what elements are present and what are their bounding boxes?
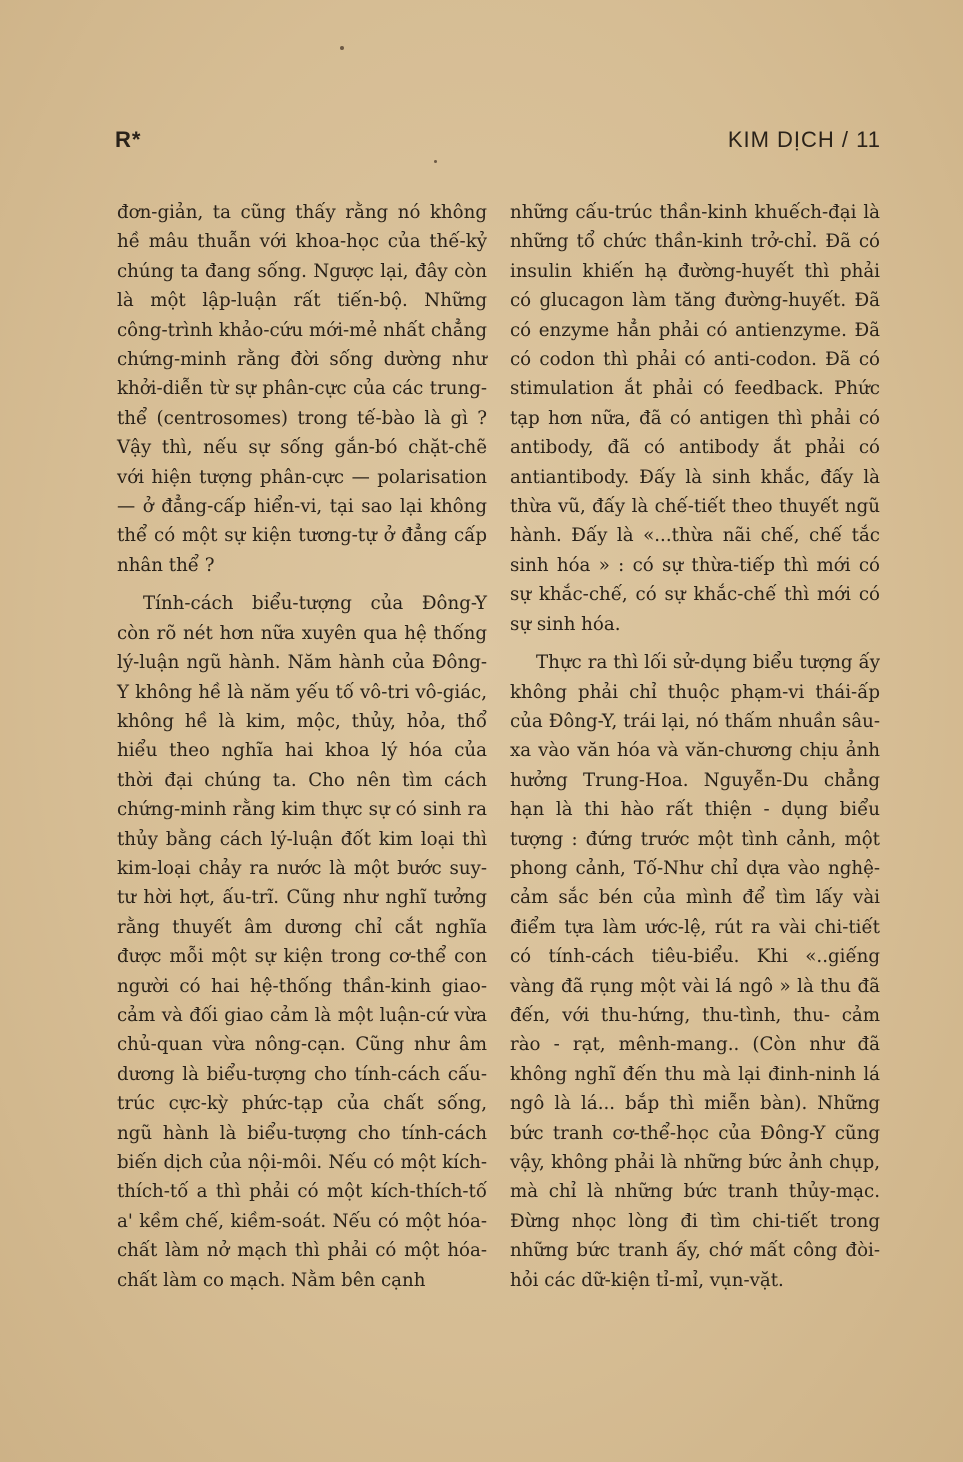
page-header bbox=[115, 123, 881, 157]
signature-mark: R* bbox=[115, 127, 142, 152]
ink-speck bbox=[434, 160, 437, 163]
paragraph: đơn-giản, ta cũng thấy rằng nó không hề mâu thuẫn với khoa-học của thế-kỷ chúng ta đang sống. Ngược lại, đây còn là một lập-luận rất tiến-bộ. Những công-trình khảo-cứu mới-mẻ nhất chẳng chứng-minh rằng đời sống dường như khởi-diễn từ sự phân-cực của các trung-thể (centrosomes) trong tế-bào là gì ? Vậy thì, nếu sự sống gắn-bó chặt-chẽ với hiện tượng phân-cực — polarisation — ở đẳng-cấp hiển-vi, tại sao lại không thể có một sự kiện tương-tự ở đẳng cấp nhân thể ? bbox=[117, 202, 487, 576]
left-column bbox=[117, 198, 487, 1295]
running-title: KIM DỊCH / 11 bbox=[727, 127, 881, 152]
ink-speck bbox=[340, 46, 344, 50]
paragraph: những cấu-trúc thần-kinh khuếch-đại là những tổ chức thần-kinh trở-chỉ. Đã có insulin khiến hạ đường-huyết thì phải có glucagon làm tăng đường-huyết. Đã có enzyme hẳn phải có antienzyme. Đã có codon thì phải có anti-codon. Đã có stimulation ắt phải có feedback. Phức tạp hơn nữa, đã có antigen thì phải có antibody, đã có antibody ắt phải có antiantibody. Đấy là sinh khắc, đấy là thừa vũ, đấy là chế-tiết theo thuyết ngũ hành. Đấy là «...thừa nãi chế, chế tắc sinh hóa » : có sự thừa-tiếp thì mới có sự khắc-chế, có sự khắc-chế thì mới có sự sinh hóa. bbox=[510, 202, 880, 635]
right-column bbox=[510, 198, 880, 1295]
paragraph: Tính-cách biểu-tượng của Đông-Y còn rõ nét hơn nữa xuyên qua hệ thống lý-luận ngũ hành. Năm hành của Đông-Y không hề là năm yếu tố vô-tri vô-giác, không hề là kim, mộc, thủy, hỏa, thổ hiểu theo nghĩa hai khoa lý hóa của thời đại chúng ta. Cho nên tìm cách chứng-minh rằng kim thực sự có sinh ra thủy bằng cách lý-luận đốt kim loại thì kim-loại chảy ra nước là một bước suy-tư hời hợt, ấu-trĩ. Cũng như nghĩ tưởng rằng thuyết âm dương chỉ cắt nghĩa được mỗi một sự kiện trong cơ-thể con người có hai hệ-thống thần-kinh giao-cảm và đối giao cảm là một luận-cứ vừa chủ-quan vừa nông-cạn. Cũng như âm dương là biểu-tượng cho tính-cách cấu-trúc cực-kỳ phức-tạp của chất sống, ngũ hành là biểu-tượng cho tính-cách biến dịch của nội-môi. Nếu có một kích-thích-tố a thì phải có một kích-thích-tố a' kềm chế, kiềm-soát. Nếu có một hóa-chất làm nở mạch thì phải có một hóa-chất làm co mạch. Nằm bên cạnh bbox=[117, 593, 487, 1291]
paragraph: Thực ra thì lối sử-dụng biểu tượng ấy không phải chỉ thuộc phạm-vi thái-ấp của Đông-Y, trái lại, nó thấm nhuần sâu-xa vào văn hóa và văn-chương chịu ảnh hưởng Trung-Hoa. Nguyễn-Du chẳng hạn là thi hào rất thiện - dụng biểu tượng : đứng trước một tình cảnh, một phong cảnh, Tố-Như chỉ dựa vào nghệ-cảm sắc bén của mình để tìm lấy vài điểm tựa làm ước-lệ, rút ra vài chi-tiết có tính-cách tiêu-biểu. Khi «..giếng vàng đã rụng một vài lá ngô » là thu đã đến, với thu-hứng, thu-tình, thu- cảm rào - rạt, mênh-mang.. (Còn như đã không nghĩ đến thu mà lại đinh-ninh lá ngô là lá... bắp thì miễn bàn). Những bức tranh cơ-thể-học của Đông-Y cũng vậy, không phải là những bức ảnh chụp, mà chỉ là những bức tranh thủy-mạc. Đừng nhọc lòng đi tìm chi-tiết trong những bức tranh ấy, chớ mất công đòi-hỏi các dữ-kiện tỉ-mỉ, vụn-vặt. bbox=[510, 652, 880, 1291]
